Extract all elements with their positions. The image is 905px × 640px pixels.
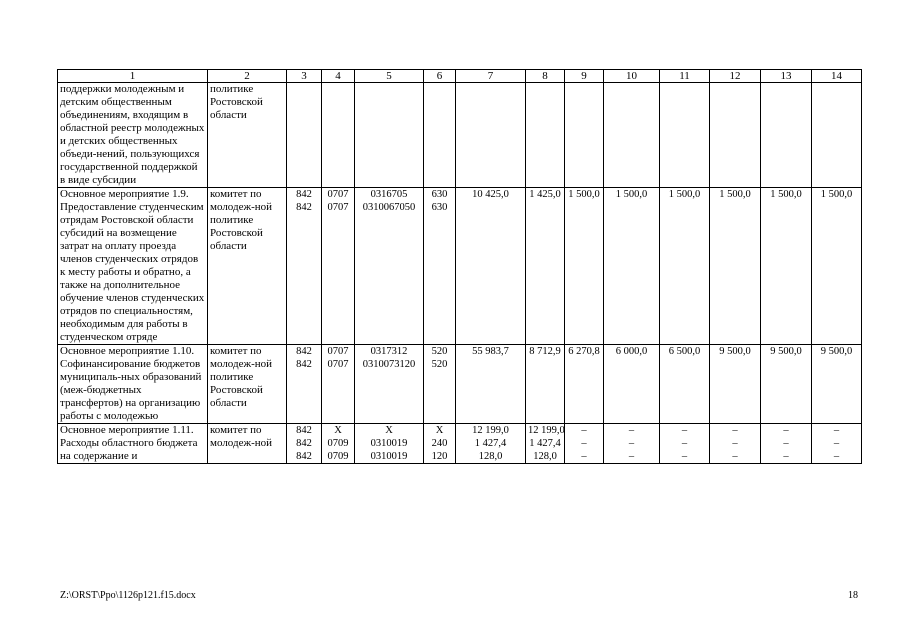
ministry-code: 842 bbox=[296, 346, 312, 357]
target-code: 0310073120 bbox=[362, 359, 416, 370]
amount-cell: 1 500,0 bbox=[660, 188, 710, 345]
col-header: 14 bbox=[812, 70, 862, 83]
target-code: 0316705 bbox=[370, 189, 408, 200]
amount-cell: 1 500,0 bbox=[761, 188, 812, 345]
amount-value: 1 427,4 bbox=[529, 438, 561, 449]
amount-value: 1 427,4 bbox=[474, 438, 507, 449]
amount-cell: 9 500,0 bbox=[812, 345, 862, 424]
target-code: X bbox=[385, 425, 393, 436]
col-header: 2 bbox=[208, 70, 287, 83]
dash: – bbox=[581, 438, 587, 449]
executor-cell: комитет по молодеж-ной политике Ростовской области bbox=[208, 345, 287, 424]
col-header: 3 bbox=[287, 70, 322, 83]
dash: – bbox=[833, 438, 840, 449]
amount-cell: 6 000,0 bbox=[604, 345, 660, 424]
dash: – bbox=[783, 438, 789, 449]
ministry-code: 842 bbox=[296, 189, 312, 200]
empty-cell bbox=[287, 83, 322, 188]
dash: – bbox=[581, 451, 587, 462]
target-code: 0310019 bbox=[370, 451, 408, 462]
header-row bbox=[58, 70, 862, 83]
expense-type-cell bbox=[424, 345, 456, 424]
amount-value: 128,0 bbox=[478, 451, 503, 462]
activity-name-cell: Основное мероприятие 1.11. Расходы областного бюджета на содержание и bbox=[58, 424, 208, 464]
activity-name-cell: Основное мероприятие 1.10. Софинансирование бюджетов муниципаль-ных образований (меж-бюджетных трансфертов) на организацию работы с молодежью bbox=[58, 345, 208, 424]
col-header: 11 bbox=[660, 70, 710, 83]
dash-cell bbox=[710, 424, 761, 464]
col-header: 10 bbox=[604, 70, 660, 83]
section-code: X bbox=[334, 425, 342, 436]
page-number: 18 bbox=[848, 590, 858, 601]
budget-table bbox=[57, 69, 862, 464]
dash-cell bbox=[565, 424, 604, 464]
dash: – bbox=[783, 425, 789, 436]
dash: – bbox=[681, 425, 688, 436]
expense-type-cell bbox=[424, 424, 456, 464]
ministry-code: 842 bbox=[296, 359, 312, 370]
target-code-cell bbox=[355, 345, 424, 424]
col-header: 9 bbox=[565, 70, 604, 83]
amount-cell: 10 425,0 bbox=[456, 188, 526, 345]
section-code-cell bbox=[322, 424, 355, 464]
target-code-cell bbox=[355, 188, 424, 345]
ministry-code: 842 bbox=[296, 451, 312, 462]
empty-cell bbox=[322, 83, 355, 188]
ministry-code: 842 bbox=[296, 202, 312, 213]
dash-cell bbox=[660, 424, 710, 464]
table-row bbox=[58, 345, 862, 424]
amount-cell: 1 425,0 bbox=[526, 188, 565, 345]
executor-cell: комитет по молодеж-ной политике Ростовской области bbox=[208, 188, 287, 345]
section-code-cell bbox=[322, 188, 355, 345]
dash: – bbox=[833, 425, 840, 436]
empty-cell bbox=[355, 83, 424, 188]
dash: – bbox=[833, 451, 840, 462]
amount-cell: 8 712,9 bbox=[526, 345, 565, 424]
empty-cell bbox=[424, 83, 456, 188]
section-code: 0707 bbox=[327, 189, 349, 200]
empty-cell bbox=[565, 83, 604, 188]
dash: – bbox=[783, 451, 789, 462]
expense-type-code: 240 bbox=[431, 438, 448, 449]
expense-type-code: X bbox=[435, 425, 444, 436]
amount-cell: 1 500,0 bbox=[812, 188, 862, 345]
amount-cell: 1 500,0 bbox=[604, 188, 660, 345]
activity-name-cell: Основное мероприятие 1.9. Предоставление студенческим отрядам Ростовской области субсидий на возмещение затрат на оплату проезда членов студенческих отрядов к месту работы и обратно, а также на дополнительное обучение членов студенческих отрядов по специальностям, необходимым для работы в студенческом отряде bbox=[58, 188, 208, 345]
amount-value: 12 199,0 bbox=[472, 425, 509, 436]
col-header: 1 bbox=[58, 70, 208, 83]
expense-type-code: 630 bbox=[431, 189, 448, 200]
section-code-cell bbox=[322, 345, 355, 424]
empty-cell bbox=[761, 83, 812, 188]
amount-cell: 1 500,0 bbox=[710, 188, 761, 345]
ministry-code-cell bbox=[287, 345, 322, 424]
amount-value: 12 199,0 bbox=[528, 425, 565, 436]
dash: – bbox=[681, 451, 688, 462]
dash: – bbox=[628, 451, 635, 462]
target-code-cell bbox=[355, 424, 424, 464]
target-code: 0310019 bbox=[370, 438, 408, 449]
dash: – bbox=[732, 425, 738, 436]
empty-cell bbox=[456, 83, 526, 188]
dash: – bbox=[581, 425, 587, 436]
executor-cell: политике Ростовской области bbox=[208, 83, 287, 188]
dash: – bbox=[628, 438, 635, 449]
expense-type-code: 520 bbox=[431, 359, 448, 370]
amount-cell: 6 500,0 bbox=[660, 345, 710, 424]
amount-value: 128,0 bbox=[533, 451, 557, 462]
target-code: 0317312 bbox=[370, 346, 408, 357]
col-header: 6 bbox=[424, 70, 456, 83]
ministry-code: 842 bbox=[296, 425, 312, 436]
ministry-code-cell bbox=[287, 188, 322, 345]
target-code: 0310067050 bbox=[362, 202, 416, 213]
col-header: 12 bbox=[710, 70, 761, 83]
empty-cell bbox=[710, 83, 761, 188]
amount-cell: 9 500,0 bbox=[710, 345, 761, 424]
expense-type-cell bbox=[424, 188, 456, 345]
amount-cell: 9 500,0 bbox=[761, 345, 812, 424]
empty-cell bbox=[660, 83, 710, 188]
dash: – bbox=[628, 425, 635, 436]
expense-type-code: 520 bbox=[431, 346, 448, 357]
section-code: 0707 bbox=[327, 202, 349, 213]
col-header: 5 bbox=[355, 70, 424, 83]
section-code: 0709 bbox=[327, 451, 349, 462]
executor-cell: комитет по молодеж-ной bbox=[208, 424, 287, 464]
amount-cell: 6 270,8 bbox=[565, 345, 604, 424]
dash-cell bbox=[604, 424, 660, 464]
activity-name-cell: поддержки молодежным и детским общественным объединениям, входящим в областной реестр молодежных и детских общественных объеди-нений, пользующихся государственной поддержкой в виде субсидии bbox=[58, 83, 208, 188]
table-row bbox=[58, 83, 862, 188]
section-code: 0707 bbox=[327, 346, 349, 357]
amount-cell bbox=[526, 424, 565, 464]
dash: – bbox=[732, 438, 738, 449]
table-row bbox=[58, 424, 862, 464]
dash-cell bbox=[812, 424, 862, 464]
col-header: 8 bbox=[526, 70, 565, 83]
amount-cell bbox=[456, 424, 526, 464]
empty-cell bbox=[604, 83, 660, 188]
dash-cell bbox=[761, 424, 812, 464]
col-header: 13 bbox=[761, 70, 812, 83]
empty-cell bbox=[812, 83, 862, 188]
ministry-code: 842 bbox=[296, 438, 312, 449]
ministry-code-cell bbox=[287, 424, 322, 464]
expense-type-code: 120 bbox=[431, 451, 448, 462]
amount-cell: 1 500,0 bbox=[565, 188, 604, 345]
expense-type-code: 630 bbox=[431, 202, 448, 213]
col-header: 4 bbox=[322, 70, 355, 83]
col-header: 7 bbox=[456, 70, 526, 83]
section-code: 0709 bbox=[327, 438, 349, 449]
section-code: 0707 bbox=[327, 359, 349, 370]
table-row bbox=[58, 188, 862, 345]
empty-cell bbox=[526, 83, 565, 188]
amount-cell: 55 983,7 bbox=[456, 345, 526, 424]
file-path: Z:\ORST\Ppo\1126p121.f15.docx bbox=[60, 590, 196, 601]
dash: – bbox=[681, 438, 688, 449]
dash: – bbox=[732, 451, 738, 462]
